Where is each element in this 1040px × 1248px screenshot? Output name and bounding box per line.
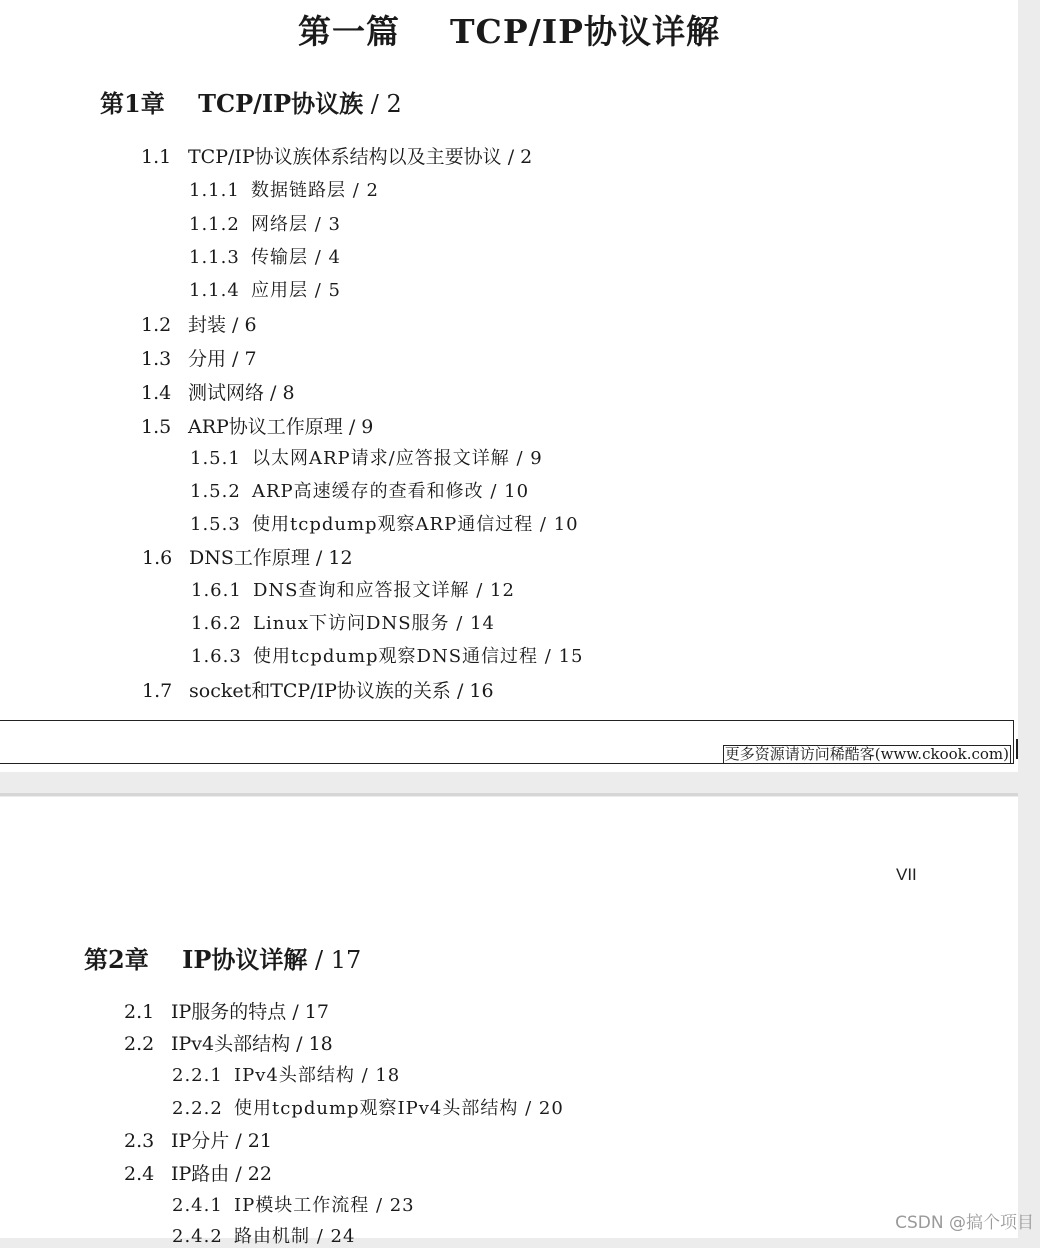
page-divider bbox=[0, 793, 1018, 796]
page-number: VII bbox=[896, 865, 917, 884]
chapter-2-label: 第2章 bbox=[84, 945, 149, 974]
toc-entry: 1.1.3 传输层 / 4 bbox=[189, 247, 341, 268]
toc-entry: 1.2 封装 / 6 bbox=[141, 314, 257, 336]
toc-entry: 1.1 TCP/IP协议族体系结构以及主要协议 / 2 bbox=[141, 146, 533, 168]
toc-entry: 1.1.4 应用层 / 5 bbox=[189, 280, 341, 301]
toc-entry: 2.2.1 IPv4头部结构 / 18 bbox=[172, 1065, 401, 1086]
toc-entry: 2.4.2 路由机制 / 24 bbox=[172, 1226, 356, 1247]
toc-entry: 1.5.1 以太网ARP请求/应答报文详解 / 9 bbox=[190, 448, 543, 469]
toc-entry: 1.6.1 DNS查询和应答报文详解 / 12 bbox=[191, 580, 515, 601]
toc-entry: 2.4.1 IP模块工作流程 / 23 bbox=[172, 1195, 415, 1216]
scrollbar-track[interactable] bbox=[1018, 0, 1040, 1238]
resource-footer-note: 更多资源请访问稀酷客(www.ckook.com) bbox=[724, 745, 1009, 763]
toc-entry: 2.2.2 使用tcpdump观察IPv4头部结构 / 20 bbox=[172, 1098, 564, 1119]
chapter-1-page: / 2 bbox=[363, 90, 402, 118]
part-title: 第一篇 TCP/IP协议详解 bbox=[298, 12, 720, 51]
toc-entry: 1.5.3 使用tcpdump观察ARP通信过程 / 10 bbox=[190, 514, 579, 535]
toc-entry: 2.2 IPv4头部结构 / 18 bbox=[124, 1033, 333, 1055]
chapter-2-page: / 17 bbox=[307, 946, 362, 974]
toc-entry: 1.3 分用 / 7 bbox=[141, 348, 257, 370]
toc-entry: 1.4 测试网络 / 8 bbox=[141, 382, 295, 404]
csdn-watermark: CSDN @搞个项目 bbox=[895, 1213, 1034, 1233]
toc-entry: 1.6.3 使用tcpdump观察DNS通信过程 / 15 bbox=[191, 646, 584, 667]
toc-entry: 1.5 ARP协议工作原理 / 9 bbox=[141, 416, 374, 438]
chapter-1-heading bbox=[100, 84, 402, 119]
chapter-1-title: TCP/IP协议族 bbox=[198, 89, 364, 118]
chapter-2-heading bbox=[84, 940, 361, 975]
toc-entry: 2.1 IP服务的特点 / 17 bbox=[124, 1001, 329, 1023]
toc-entry: 1.7 socket和TCP/IP协议族的关系 / 16 bbox=[142, 680, 494, 702]
toc-entry: 1.1.1 数据链路层 / 2 bbox=[189, 180, 379, 201]
toc-entry: 2.4 IP路由 / 22 bbox=[124, 1163, 272, 1185]
toc-entry: 1.1.2 网络层 / 3 bbox=[189, 214, 341, 235]
chapter-2-title: IP协议详解 bbox=[182, 945, 308, 974]
toc-entry: 1.6 DNS工作原理 / 12 bbox=[142, 547, 353, 569]
toc-entry: 1.6.2 Linux下访问DNS服务 / 14 bbox=[191, 613, 495, 634]
toc-entry: 1.5.2 ARP高速缓存的查看和修改 / 10 bbox=[190, 481, 530, 502]
toc-entry: 2.3 IP分片 / 21 bbox=[124, 1130, 272, 1152]
chapter-1-label: 第1章 bbox=[100, 89, 165, 118]
footer-box bbox=[0, 720, 1014, 764]
